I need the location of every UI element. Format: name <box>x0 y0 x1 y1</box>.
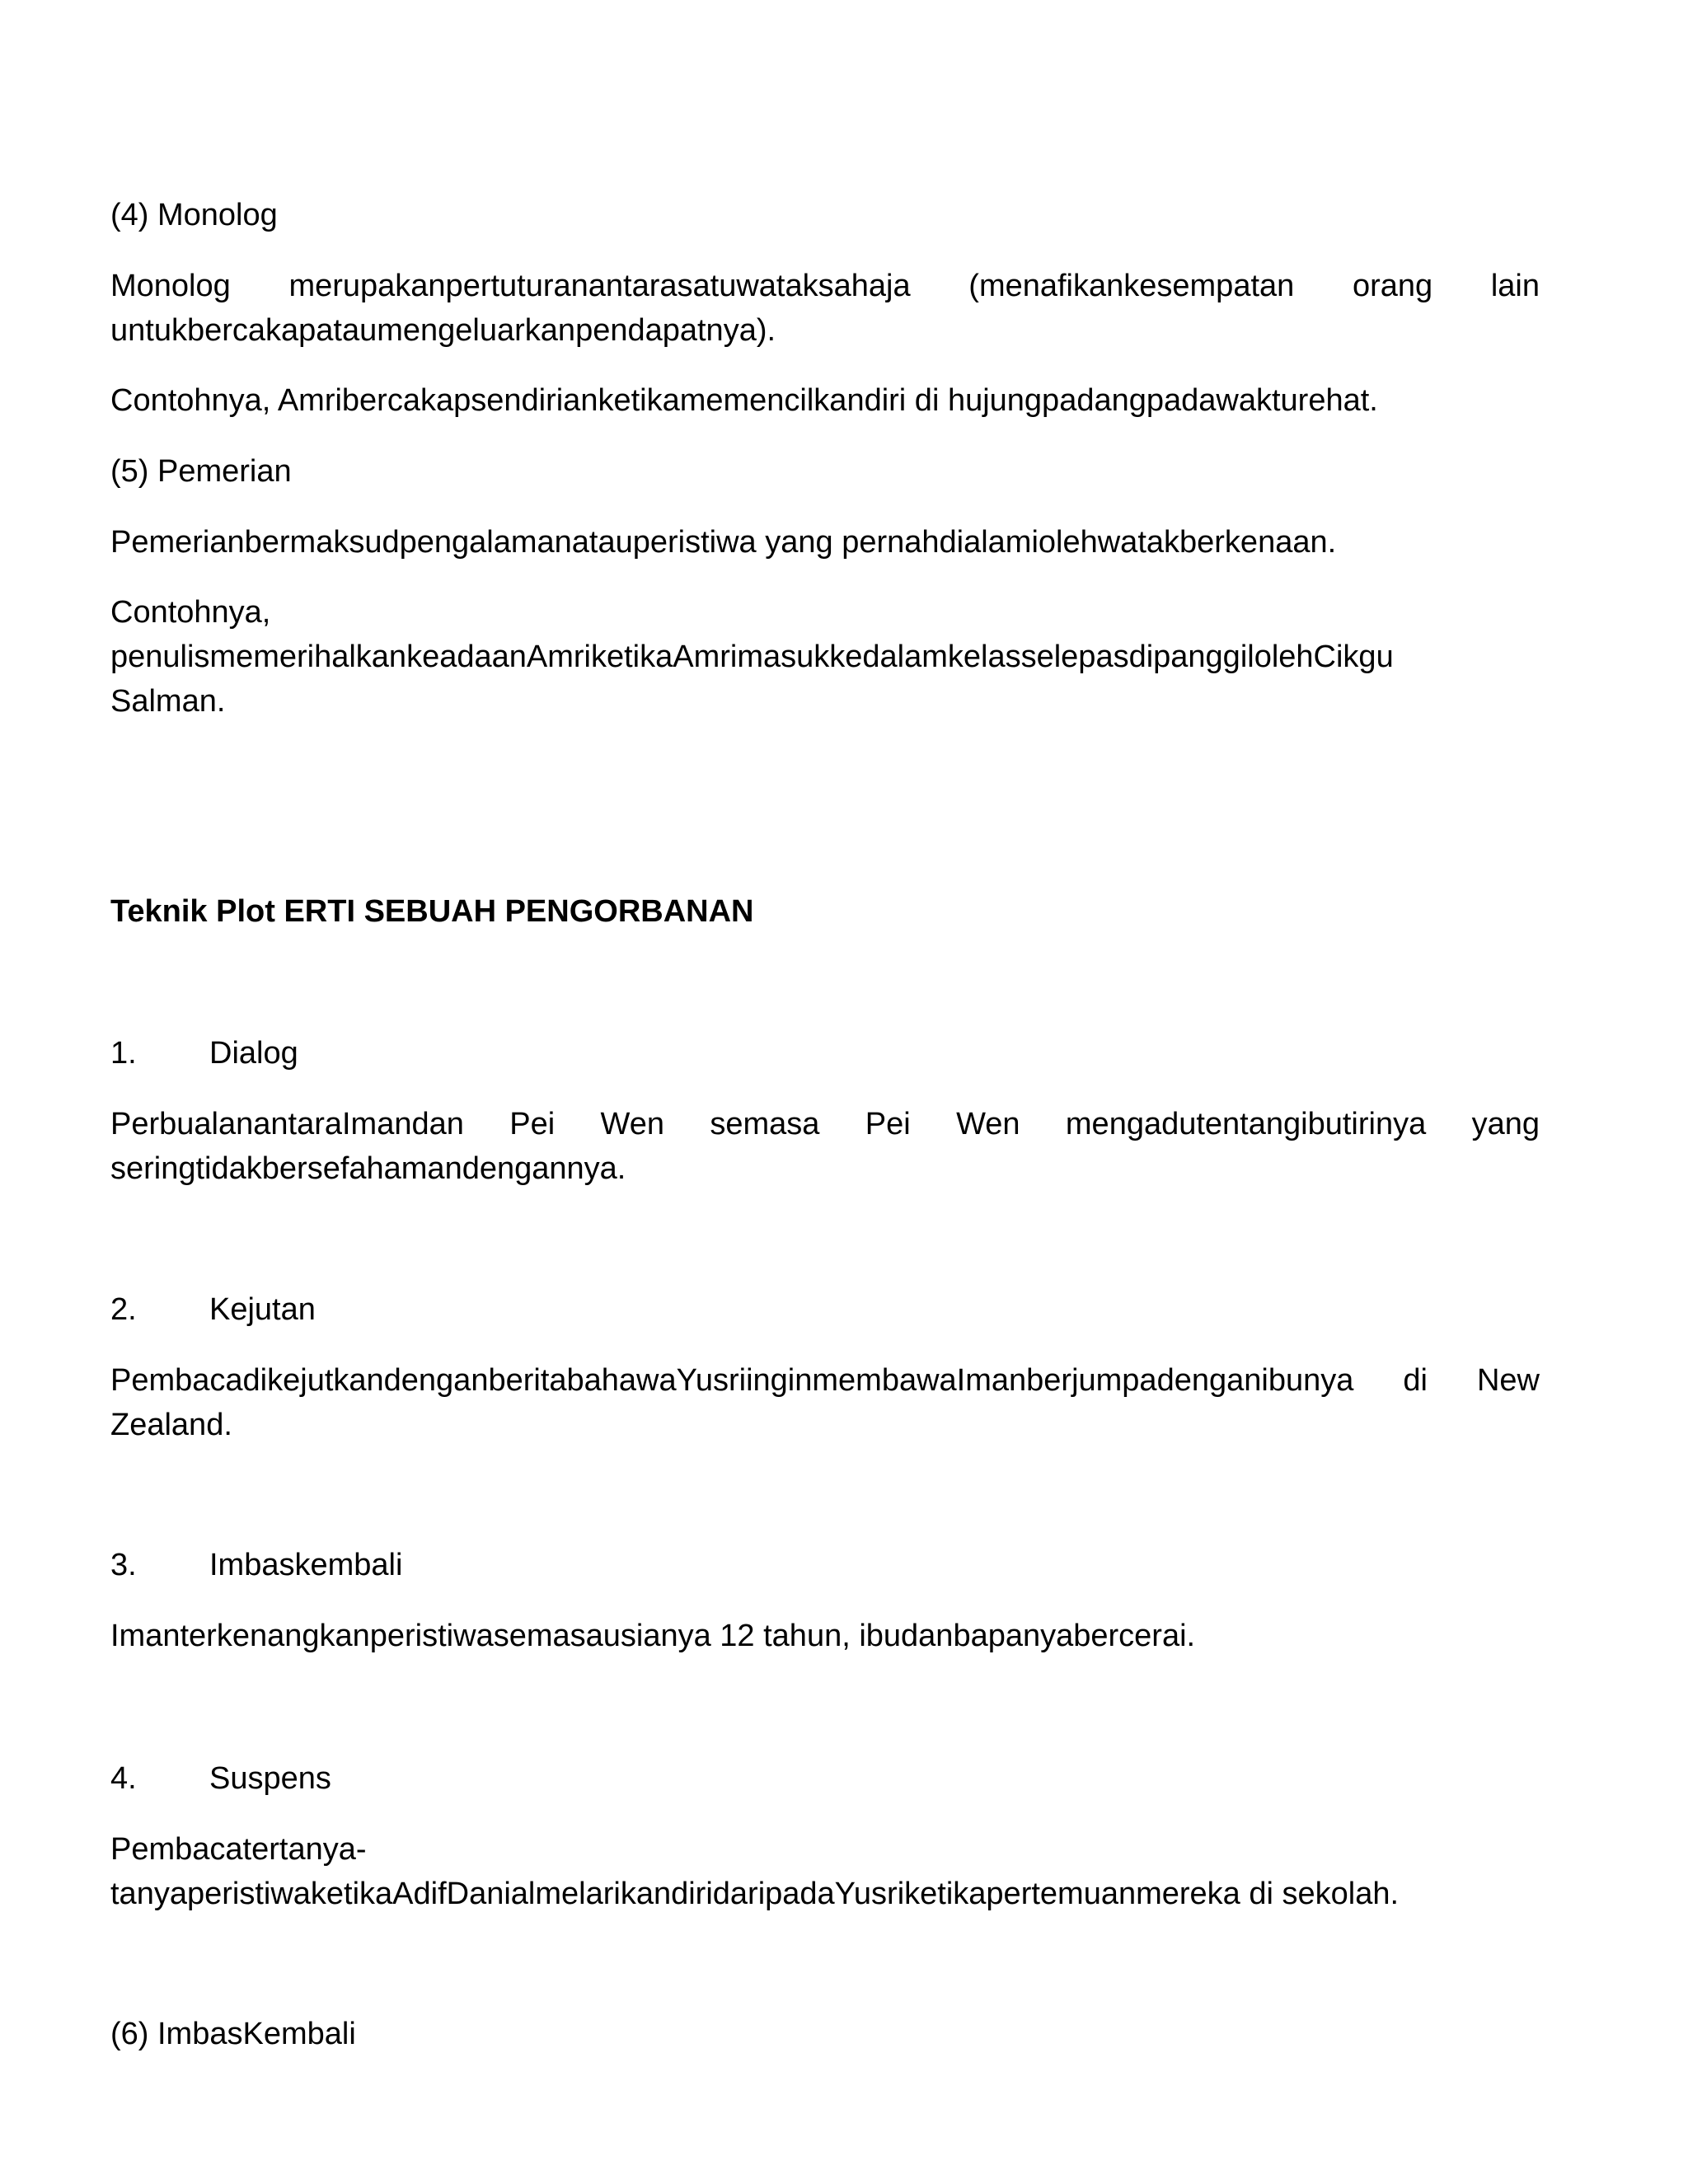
item-heading-dialog <box>110 1031 1540 1076</box>
item-label: Dialog <box>209 1036 298 1071</box>
monolog-definition: Monolog merupakanpertuturanantarasatuwataksahaja (menafikankesempatan orang lain untukbercakapataumengeluarkanpendapatnya). <box>110 269 1540 348</box>
item-text-imbaskembali: Imanterkenangkanperistiwasemasausianya 12 tahun, ibudanbapanyabercerai. <box>110 1619 1196 1653</box>
pemerian-example-line: Salman. <box>110 684 226 719</box>
pemerian-example-line: Contohnya, <box>110 595 271 630</box>
item-text-kejutan: PembacadikejutkandenganberitabahawaYusriinginmembawaImanberjumpadenganibunya di New Zealand. <box>110 1363 1540 1442</box>
item-text-line: tanyaperistiwaketikaAdifDanialmelarikandiridaripadaYusriketikapertemuanmereka di sekolah. <box>110 1877 1400 1911</box>
item-heading-imbaskembali <box>110 1543 1540 1587</box>
item-text-line: Pembacatertanya- <box>110 1832 367 1867</box>
item-label: Kejutan <box>209 1292 316 1327</box>
item-label: Suspens <box>209 1761 331 1796</box>
pemerian-example <box>110 590 1540 724</box>
item-heading-kejutan <box>110 1287 1540 1332</box>
pemerian-heading: (5) Pemerian <box>110 454 292 489</box>
item-number: 4. <box>110 1761 137 1796</box>
item-label: Imbaskembali <box>209 1548 403 1582</box>
last-heading: (6) ImbasKembali <box>110 2017 356 2051</box>
pemerian-example-line: penulismemerihalkankeadaanAmriketikaAmrimasukkedalamkelasselepasdipanggilolehCikgu <box>110 640 1394 674</box>
section-title: Teknik Plot ERTI SEBUAH PENGORBANAN <box>110 894 754 929</box>
item-number: 3. <box>110 1548 137 1582</box>
item-heading-suspens <box>110 1756 1540 1801</box>
item-number: 2. <box>110 1292 137 1327</box>
monolog-example: Contohnya, Amribercakapsendirianketikamemencilkandiri di hujungpadangpadawakturehat. <box>110 383 1378 418</box>
pemerian-definition: Pemerianbermaksudpengalamanatauperistiwa yang pernahdialamiolehwatakberkenaan. <box>110 525 1337 560</box>
monolog-heading: (4) Monolog <box>110 198 278 232</box>
item-text-dialog: PerbualanantaraImandan Pei Wen semasa Pei Wen mengadutentangibutirinya yang seringtidakbersefahamandengannya. <box>110 1107 1540 1186</box>
item-text-suspens <box>110 1827 1540 1916</box>
item-number: 1. <box>110 1036 137 1071</box>
